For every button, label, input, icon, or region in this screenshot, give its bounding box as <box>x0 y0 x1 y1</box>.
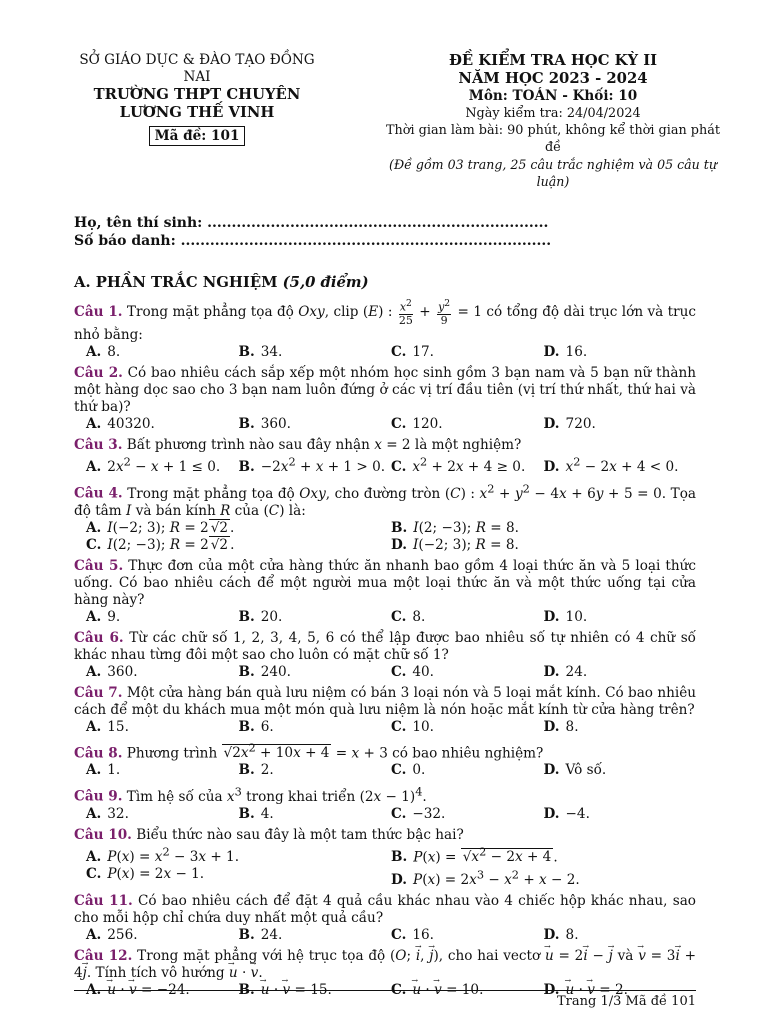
question-text: Biểu thức nào sau đây là một tam thức bậc hai? <box>131 826 464 843</box>
choice-text: 8. <box>107 343 121 360</box>
question-stem <box>74 783 696 806</box>
answer-choice <box>391 762 544 779</box>
answer-choices <box>74 609 696 626</box>
choice-letter: D. <box>543 762 560 779</box>
question-label: Câu 6. <box>74 629 124 646</box>
choice-text: $P(x) = √x^2 - 2x + 4$ . <box>413 844 558 866</box>
question-stem <box>74 685 696 719</box>
answer-choice <box>391 537 696 554</box>
question-stem <box>74 437 696 454</box>
choice-text: I(−2; 3); R = 8. <box>413 536 519 553</box>
choice-text: 2. <box>260 762 274 779</box>
choice-letter: B. <box>238 343 255 360</box>
choice-text: 16. <box>412 926 434 943</box>
choice-text: I(2; −3); R = 2 √2 . <box>107 536 235 553</box>
choice-text: $x^2 - 2x + 4 < 0$. <box>565 454 679 476</box>
answer-choice <box>86 844 391 867</box>
answer-choices <box>74 719 696 736</box>
answer-choice <box>391 719 544 736</box>
school-block <box>74 52 320 190</box>
choice-letter: B. <box>238 459 255 476</box>
choice-letter: C. <box>391 718 407 735</box>
choice-text: 40. <box>412 663 434 680</box>
answer-choice <box>86 609 239 626</box>
answer-choice <box>544 454 697 477</box>
choice-text: $-2x^2 + x + 1 > 0$. <box>260 454 386 476</box>
choice-letter: C. <box>391 981 407 998</box>
question-3 <box>74 437 696 477</box>
question-text: Thực đơn của một cửa hàng thức ăn nhanh bao gồm 4 loại thức ăn và 5 loại thức uống. Có bao nhiêu cách để một người mua một loại thức ăn và một thức uống tại cửa hàng này? <box>74 557 696 608</box>
question-8 <box>74 740 696 780</box>
choice-text: 8. <box>565 718 579 735</box>
question-5 <box>74 558 696 626</box>
question-list <box>74 298 696 999</box>
answer-choice <box>391 866 696 889</box>
choice-text: 120. <box>412 415 443 432</box>
choice-text: −32. <box>412 805 446 822</box>
question-text: Một cửa hàng bán quà lưu niệm có bán 3 loại nón và 5 loại mắt kính. Có bao nhiêu cách để một du khách mua một món quà lưu niệm là nón hoặc mắt kính từ cửa hàng trên? <box>74 684 696 718</box>
question-text: Tìm hệ số của $x^3$ trong khai triển $(2x - 1)^4$. <box>122 784 427 805</box>
answer-choices <box>74 664 696 681</box>
question-12 <box>74 948 696 999</box>
choice-text: 0. <box>412 762 426 779</box>
question-label: Câu 9. <box>74 788 123 805</box>
choice-letter: B. <box>238 762 255 779</box>
school-name-line-1: TRƯỜNG THPT CHUYÊN <box>93 86 301 103</box>
question-stem <box>74 365 696 416</box>
choice-letter: A. <box>86 663 102 680</box>
answer-choice <box>391 344 544 361</box>
choice-letter: A. <box>86 849 102 866</box>
choice-text: → u · → v = −24. <box>107 982 189 998</box>
choice-text: 10. <box>412 718 434 735</box>
choice-text: 4. <box>260 805 274 822</box>
question-10 <box>74 827 696 889</box>
answer-choice <box>86 664 239 681</box>
choice-text: 10. <box>565 608 588 625</box>
exam-title: ĐỀ KIỂM TRA HỌC KỲ II <box>448 52 658 69</box>
exam-duration: Thời gian làm bài: 90 phút, không kể thời gian phát đề <box>386 123 720 155</box>
answer-choice <box>544 664 697 681</box>
choice-letter: D. <box>543 718 560 735</box>
question-text: Trong mặt phẳng tọa độ Oxy, cho đường tròn (C) : $x^2 + y^2 - 4x + 6y + 5 = 0$. Tọa độ tâm I và bán kính R của (C) là: <box>74 481 696 519</box>
answer-choice <box>544 927 697 944</box>
choice-letter: D. <box>543 981 560 998</box>
choice-letter: B. <box>238 663 255 680</box>
question-label: Câu 10. <box>74 826 132 843</box>
question-label: Câu 7. <box>74 684 123 701</box>
answer-choices <box>74 520 696 554</box>
answer-choice <box>391 664 544 681</box>
section-title <box>74 274 696 291</box>
choice-text: 16. <box>565 343 588 360</box>
choice-letter: D. <box>391 536 408 553</box>
answer-choices <box>74 416 696 433</box>
question-label: Câu 1. <box>74 303 123 320</box>
answer-choice <box>86 416 239 433</box>
exam-code-box: Mã đề: 101 <box>149 126 246 146</box>
question-2 <box>74 365 696 433</box>
question-label: Câu 8. <box>74 745 123 762</box>
answer-choice <box>391 806 544 823</box>
choice-letter: A. <box>86 718 102 735</box>
answer-choice <box>86 806 239 823</box>
answer-choice <box>86 520 391 537</box>
answer-choice <box>544 416 697 433</box>
choice-text: → u · → v = 10. <box>412 982 483 998</box>
question-text: Từ các chữ số 1, 2, 3, 4, 5, 6 có thể lập được bao nhiêu số tự nhiên có 4 chữ số khác nhau từng đôi một sao cho luôn có mặt chữ số 1? <box>74 629 696 663</box>
answer-choice <box>86 719 239 736</box>
question-text: Trong mặt phẳng tọa độ Oxy, clip (E) : $\frac{x^2}{25}$ + $\frac{y^2}{9}$ = 1 có tổng độ dài trục lớn và trục nhỏ bằng: <box>74 298 696 343</box>
answer-choice <box>239 416 392 433</box>
exam-header <box>74 52 720 190</box>
choice-letter: C. <box>391 415 407 432</box>
question-label: Câu 4. <box>74 485 123 502</box>
choice-text: 40320. <box>107 415 155 432</box>
question-6 <box>74 630 696 681</box>
answer-choice <box>239 927 392 944</box>
question-7 <box>74 685 696 736</box>
choice-letter: D. <box>391 871 408 888</box>
answer-choice <box>86 927 239 944</box>
question-text: Có bao nhiêu cách để đặt 4 quả cầu khác nhau vào 4 chiếc hộp khác nhau, sao cho mỗi hộp chỉ chứa duy nhất một quả cầu? <box>74 892 696 926</box>
section-name: A. PHẦN TRẮC NGHIỆM <box>74 274 278 291</box>
answer-choice <box>391 844 696 867</box>
choice-text: Vô số. <box>565 762 607 779</box>
choice-letter: B. <box>238 805 255 822</box>
answer-choice <box>239 454 392 477</box>
choice-text: P(x) = 2x − 1. <box>107 866 205 883</box>
choice-text: 32. <box>107 805 129 822</box>
question-stem <box>74 827 696 844</box>
answer-choice <box>544 344 697 361</box>
question-text: Trong mặt phẳng với hệ trục tọa độ (O; → i, → j), cho hai vectơ → u = 2→ i − → j và → v = 3→ i + 4→ j. Tính tích vô hướng → u · → v. <box>74 948 696 981</box>
footer-rule <box>74 990 696 991</box>
choice-text: −4. <box>565 805 590 822</box>
choice-text: I(−2; 3); R = 2 √2 . <box>107 519 235 536</box>
choice-letter: C. <box>391 762 407 779</box>
section-points: (5,0 điểm) <box>282 274 369 291</box>
question-stem <box>74 893 696 927</box>
candidate-info <box>74 214 696 250</box>
question-text: Có bao nhiêu cách sắp xếp một nhóm học sinh gồm 3 bạn nam và 5 bạn nữ thành một hàng dọc sao cho 3 bạn nam luôn đứng ở các vị trí đầu tiên (vị trí thứ nhất, thứ hai và thứ ba)? <box>74 364 696 415</box>
choice-letter: C. <box>86 866 102 883</box>
choice-text: $P(x) = 2x^3 - x^2 + x - 2$. <box>413 867 580 888</box>
choice-text: $P(x) = x^2 - 3x + 1$. <box>107 844 240 866</box>
choice-letter: D. <box>543 805 560 822</box>
choice-text: 15. <box>107 718 129 735</box>
choice-letter: B. <box>391 519 408 536</box>
choice-letter: A. <box>86 459 102 476</box>
choice-text: 24. <box>260 926 283 943</box>
answer-choices <box>74 762 696 779</box>
choice-letter: A. <box>86 343 102 360</box>
choice-text: 8. <box>565 926 579 943</box>
answer-choice <box>86 866 391 889</box>
choice-text: 20. <box>260 608 283 625</box>
choice-letter: D. <box>543 415 560 432</box>
answer-choice <box>544 719 697 736</box>
choice-letter: B. <box>238 718 255 735</box>
exam-page <box>74 52 720 999</box>
choice-letter: B. <box>238 981 255 998</box>
choice-letter: A. <box>86 519 102 536</box>
answer-choices <box>74 344 696 361</box>
question-stem <box>74 298 696 344</box>
answer-choice <box>86 344 239 361</box>
answer-choice <box>544 762 697 779</box>
choice-letter: D. <box>543 343 560 360</box>
school-year: NĂM HỌC 2023 - 2024 <box>458 70 648 87</box>
candidate-id-field: Số báo danh: ............................................................................ <box>74 233 552 249</box>
choice-text: I(2; −3); R = 8. <box>413 519 519 536</box>
answer-choice <box>86 454 239 477</box>
question-9 <box>74 783 696 823</box>
choice-letter: A. <box>86 981 102 998</box>
candidate-name-field: Họ, tên thí sinh: ...................................................................... <box>74 215 549 231</box>
department-name: SỞ GIÁO DỤC & ĐÀO TẠO ĐỒNG NAI <box>79 52 315 85</box>
question-stem <box>74 558 696 609</box>
choice-text: → u · → v = 2. <box>566 982 628 998</box>
answer-choice <box>544 609 697 626</box>
choice-letter: C. <box>86 536 102 553</box>
exam-info-block <box>386 52 720 190</box>
question-11 <box>74 893 696 944</box>
answer-choice <box>239 344 392 361</box>
answer-choice <box>239 762 392 779</box>
question-label: Câu 2. <box>74 364 123 381</box>
choice-letter: C. <box>391 459 407 476</box>
question-label: Câu 12. <box>74 947 133 964</box>
answer-choices <box>74 844 696 889</box>
choice-text: 17. <box>412 343 434 360</box>
question-1 <box>74 298 696 361</box>
answer-choice <box>391 520 696 537</box>
choice-text: 720. <box>565 415 596 432</box>
choice-letter: D. <box>543 926 560 943</box>
choice-letter: D. <box>543 663 560 680</box>
page-footer: Trang 1/3 Mã đề 101 <box>557 994 696 1009</box>
answer-choice <box>239 664 392 681</box>
question-stem <box>74 630 696 664</box>
choice-text: 256. <box>107 926 138 943</box>
question-stem <box>74 480 696 520</box>
choice-text: 360. <box>107 663 138 680</box>
choice-letter: A. <box>86 805 102 822</box>
choice-text: 24. <box>565 663 588 680</box>
answer-choice <box>544 806 697 823</box>
choice-letter: C. <box>391 608 407 625</box>
choice-letter: B. <box>391 849 408 866</box>
answer-choices <box>74 806 696 823</box>
choice-letter: C. <box>391 926 407 943</box>
choice-text: 9. <box>107 608 121 625</box>
choice-letter: C. <box>391 343 407 360</box>
choice-letter: A. <box>86 415 102 432</box>
answer-choice <box>239 719 392 736</box>
choice-text: $x^2 + 2x + 4 \ge 0$. <box>412 454 526 476</box>
choice-text: 360. <box>260 415 292 432</box>
choice-letter: C. <box>391 663 407 680</box>
exam-structure-note: (Đề gồm 03 trang, 25 câu trắc nghiệm và 05 câu tự luận) <box>389 157 717 189</box>
answer-choice <box>391 416 544 433</box>
answer-choice <box>391 609 544 626</box>
choice-text: 8. <box>412 608 426 625</box>
choice-letter: A. <box>86 926 102 943</box>
answer-choice <box>239 806 392 823</box>
answer-choice <box>239 609 392 626</box>
question-label: Câu 5. <box>74 557 124 574</box>
choice-letter: B. <box>238 415 255 432</box>
choice-letter: D. <box>543 608 560 625</box>
choice-letter: D. <box>543 459 560 476</box>
answer-choices <box>74 927 696 944</box>
choice-letter: B. <box>238 608 255 625</box>
answer-choices <box>74 454 696 477</box>
choice-text: 1. <box>107 762 121 779</box>
choice-text: 240. <box>260 663 292 680</box>
exam-date: Ngày kiểm tra: 24/04/2024 <box>465 106 641 121</box>
choice-letter: A. <box>86 762 102 779</box>
question-text: Bất phương trình nào sau đây nhận x = 2 là một nghiệm? <box>122 436 522 453</box>
answer-choice <box>391 454 544 477</box>
choice-text: 6. <box>260 718 274 735</box>
question-stem <box>74 740 696 763</box>
choice-letter: B. <box>238 926 255 943</box>
question-4 <box>74 480 696 554</box>
answer-choice <box>86 762 239 779</box>
subject-grade: Môn: TOÁN - Khối: 10 <box>468 88 638 104</box>
choice-text: 34. <box>260 343 283 360</box>
answer-choice <box>86 537 391 554</box>
question-stem <box>74 948 696 982</box>
question-label: Câu 3. <box>74 436 123 453</box>
school-name-line-2: LƯƠNG THẾ VINH <box>119 104 275 121</box>
question-text: Phương trình $√2x^2 + 10x + 4 = x + 3$ có bao nhiêu nghiệm? <box>122 740 544 762</box>
choice-letter: C. <box>391 805 407 822</box>
choice-text: → u · → v = 15. <box>261 982 332 998</box>
choice-letter: A. <box>86 608 102 625</box>
question-label: Câu 11. <box>74 892 133 909</box>
choice-text: $2x^2 - x + 1 \le 0$. <box>107 454 221 476</box>
